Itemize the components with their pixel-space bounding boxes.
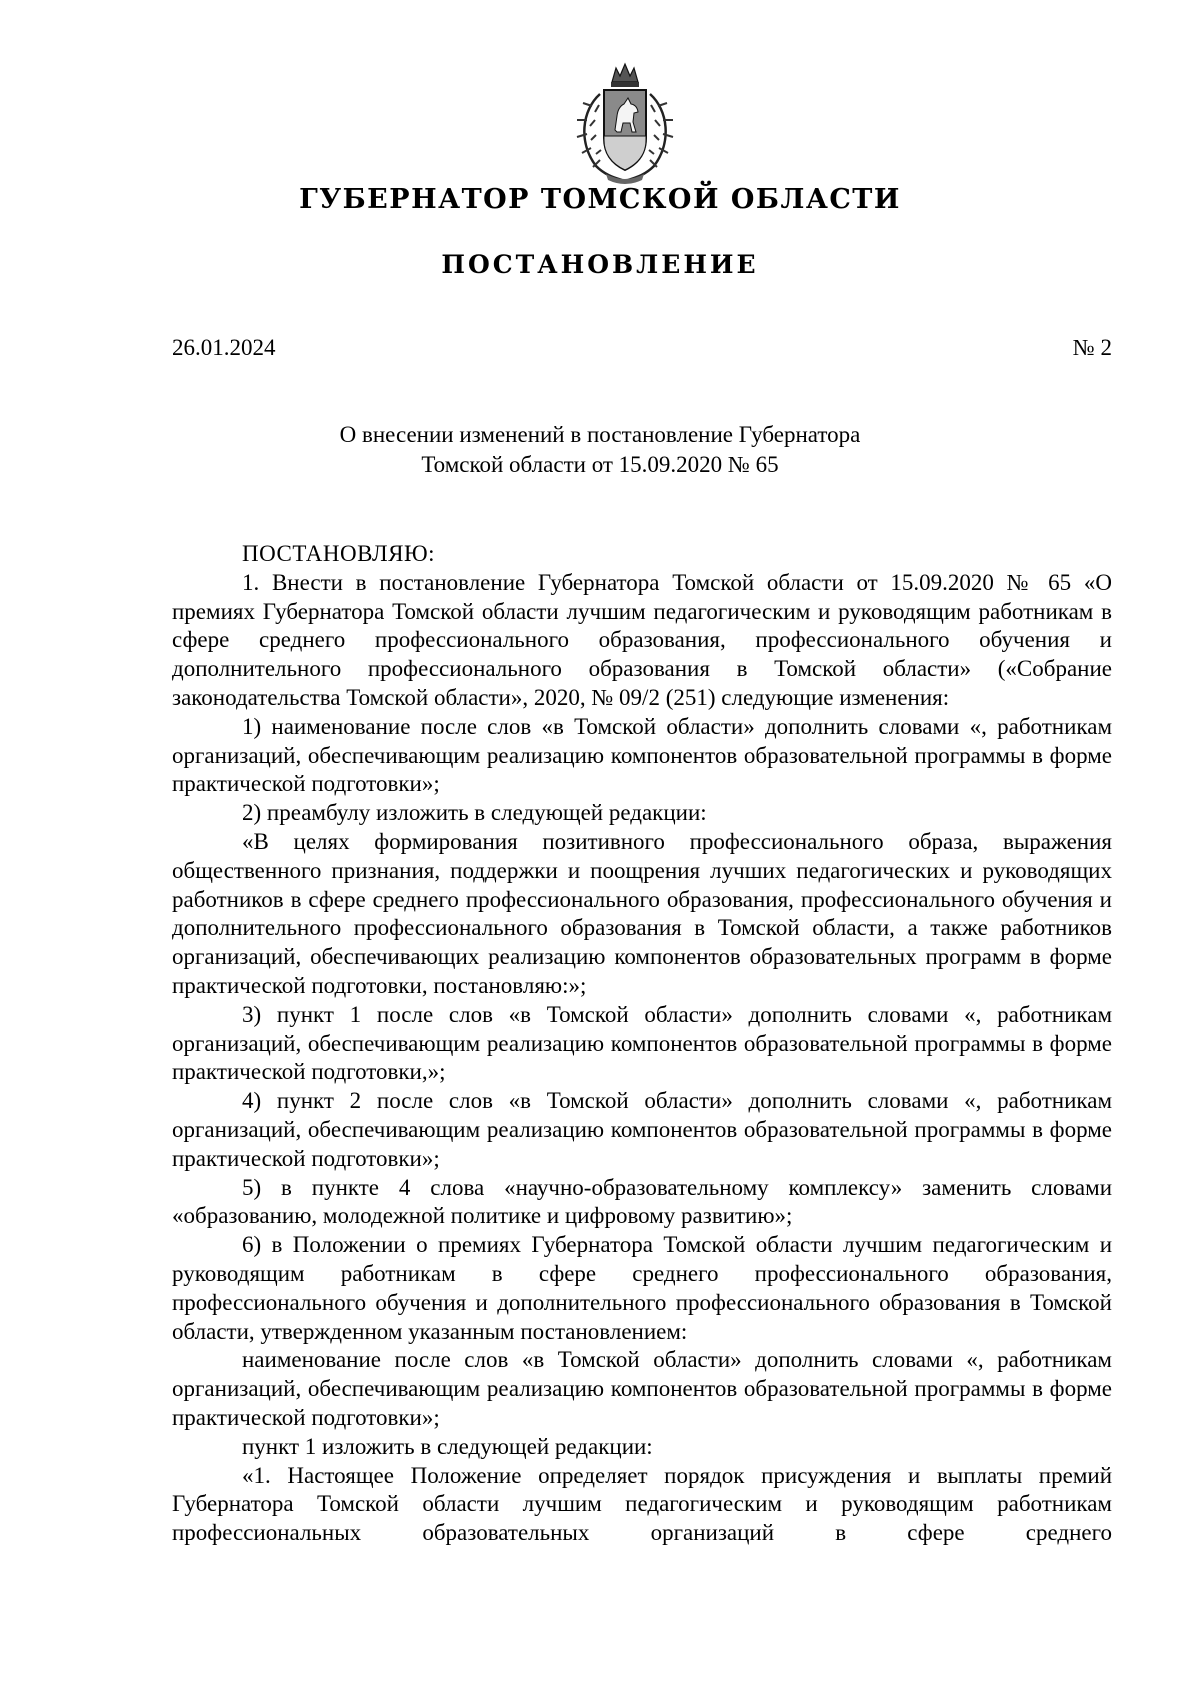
tomsk-oblast-coat-of-arms-icon (560, 60, 690, 186)
document-number: № 2 (1072, 335, 1112, 360)
document-subject (0, 420, 1200, 480)
issuing-authority: ГУБЕРНАТОР ТОМСКОЙ ОБЛАСТИ (299, 184, 901, 215)
paragraph: наименование после слов «в Томской области» дополнить словами «, работникам организаций, обеспечивающим реализацию компонентов образовательной программы в форме практической подготовки»; (172, 1347, 1112, 1430)
document-type: ПОСТАНОВЛЕНИЕ (441, 250, 759, 279)
paragraph: «1. Настоящее Положение определяет порядок присуждения и выплаты премий Губернатора Томской области лучшим педагогическим и руководящим работникам профессиональных образовательных организаций в сфере среднего (172, 1462, 1112, 1546)
paragraph: 4) пункт 2 после слов «в Томской области» дополнить словами «, работникам организаций, обеспечивающим реализацию компонентов образовательной программы в форме практической подготовки»; (172, 1088, 1112, 1171)
paragraph: 6) в Положении о премиях Губернатора Томской области лучшим педагогическим и руководящим работникам в сфере среднего профессионального образования, профессионального обучения и дополнительного профессионального образования в Томской области, утвержденном указанным постановлением: (172, 1232, 1112, 1344)
paragraph: 5) в пункте 4 слова «научно-образовательному комплексу» заменить словами «образованию, молодежной политике и цифровому развитию»; (172, 1174, 1112, 1229)
paragraph: 2) преамбулу изложить в следующей редакции: (242, 800, 707, 826)
paragraph: 1) наименование после слов «в Томской области» дополнить словами «, работникам организаций, обеспечивающим реализацию компонентов образовательной программы в форме практической подготовки»; (172, 713, 1112, 797)
decree-lead: ПОСТАНОВЛЯЮ: (242, 541, 436, 566)
subject-line-2: Томской области от 15.09.2020 № 65 (421, 452, 779, 477)
document-date: 26.01.2024 (172, 335, 276, 360)
paragraph: «В целях формирования позитивного профессионального образа, выражения общественного признания, поддержки и поощрения лучших педагогических и руководящих работников в сфере среднего профессионального образования, профессионального обучения и дополнительного профессионального образования в Томской области, а также работников организаций, обеспечивающих реализацию компонентов образовательных программ в форме практической подготовки, постановляю:»; (172, 828, 1112, 998)
document-body (172, 540, 1112, 1548)
paragraph: 1. Внести в постановление Губернатора Томской области от 15.09.2020 № 65 «О премиях Губернатора Томской области лучшим педагогическим и руководящим работникам в сфере среднего профессионального образования, профессионального обучения и дополнительного профессионального образования в Томской области» («Собрание законодательства Томской области», 2020, № 09/2 (251) следующие изменения: (172, 569, 1112, 710)
paragraph: 3) пункт 1 после слов «в Томской области» дополнить словами «, работникам организаций, обеспечивающим реализацию компонентов образовательной программы в форме практической подготовки,»; (172, 1001, 1112, 1085)
subject-line-1: О внесении изменений в постановление Губернатора (339, 422, 861, 447)
paragraph: пункт 1 изложить в следующей редакции: (242, 1433, 653, 1459)
